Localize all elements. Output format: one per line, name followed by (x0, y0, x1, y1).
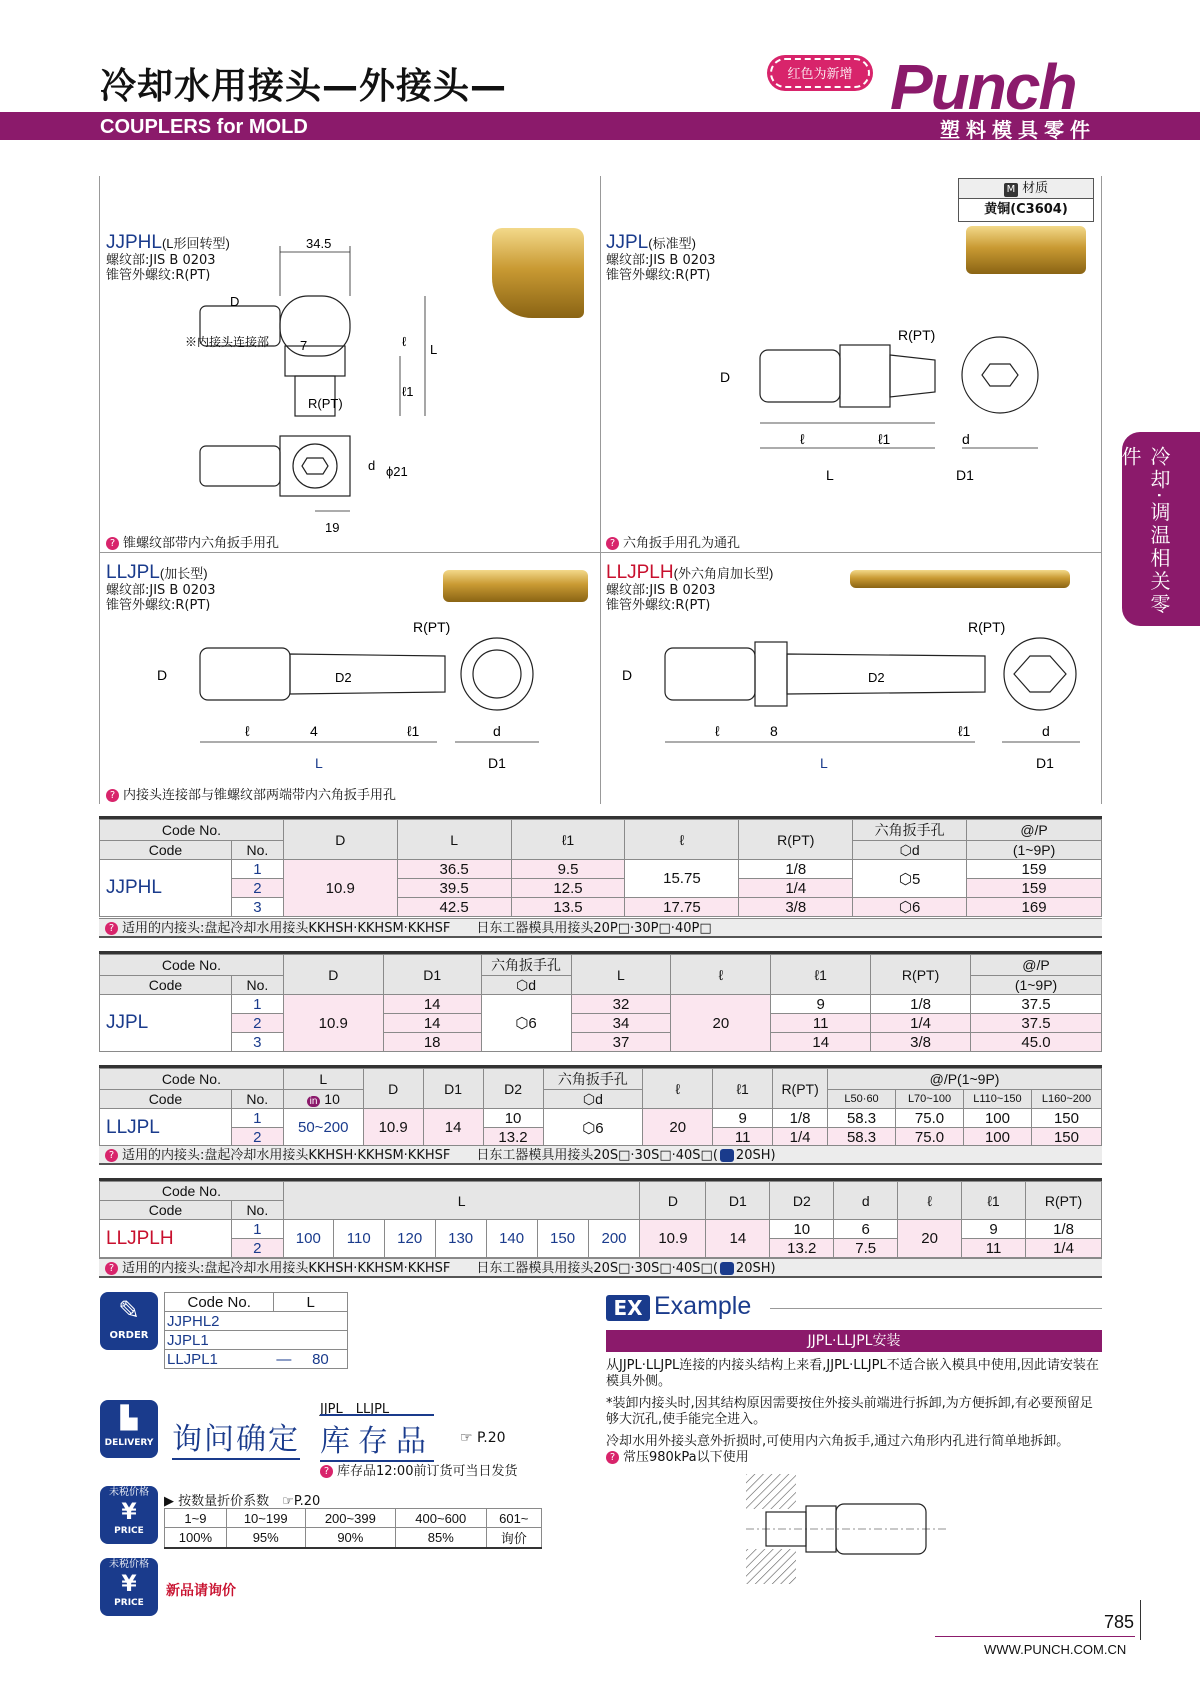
increment-icon: in (307, 1096, 321, 1107)
price-cell: 100 (963, 1109, 1031, 1128)
ell-cell: 20 (898, 1220, 962, 1258)
th-d1: D1 (383, 955, 481, 995)
th-r: R(PT) (871, 955, 971, 995)
l-cell: 37 (571, 1033, 671, 1052)
th-r: R(PT) (1025, 1182, 1101, 1220)
th-hexd: ⬡d (543, 1090, 643, 1109)
price-cell: 150 (1031, 1128, 1101, 1147)
rate-cell: 85% (396, 1528, 486, 1549)
jjphl-inner-label: ※内接头连接部 (185, 335, 270, 349)
ell1-cell: 12.5 (511, 879, 625, 898)
l-value-cell: 130 (435, 1220, 486, 1258)
note-mark-icon: ? (606, 1451, 619, 1464)
page-title: 冷却水用接头—外接头— (100, 66, 508, 107)
l-value-cell: 120 (384, 1220, 435, 1258)
ell1-cell: 11 (962, 1239, 1026, 1258)
lljplh-dim-l: L (820, 755, 828, 771)
price-cell: 159 (967, 860, 1102, 879)
code-lljpl: LLJPL (100, 1109, 232, 1147)
ell1-cell: 9 (771, 995, 871, 1014)
l-value-cell: 150 (537, 1220, 588, 1258)
price-cell: 100 (963, 1128, 1031, 1147)
ell-cell: 15.75 (625, 860, 739, 898)
th-price-range: (1~9P) (967, 841, 1102, 860)
th-ell: ℓ (898, 1182, 962, 1220)
yen-icon: ¥ (121, 1500, 137, 1525)
price-cell: 150 (1031, 1109, 1101, 1128)
ell1-cell: 9.5 (511, 860, 625, 879)
example-p2: *装卸内接头时,因其结构原因需要按住外接头前端进行拆卸,为方便拆卸,有必要预留足够大沉孔,使手能完全进入。 (606, 1396, 1093, 1427)
l-cell: 34 (571, 1014, 671, 1033)
jjpl-spec: 螺纹部:JIS B 0203 锥管外螺纹:R(PT) (606, 253, 716, 283)
lljpl-spec: 螺纹部:JIS B 0203 锥管外螺纹:R(PT) (106, 583, 216, 613)
drawings-hdivider (99, 552, 1102, 553)
ell1-cell: 11 (771, 1014, 871, 1033)
d2-cell: 10 (483, 1109, 543, 1128)
lljpl-dim-dd: d (493, 723, 501, 739)
jjphl-dim-phi: ϕ21 (386, 464, 408, 479)
jjphl-dim-19: 19 (325, 520, 340, 535)
th-l-step: in 10 (283, 1090, 363, 1109)
th-code: Code (100, 1090, 232, 1109)
th-ell: ℓ (625, 820, 739, 860)
d1-cell: 14 (423, 1109, 483, 1147)
price-cell: 159 (967, 879, 1102, 898)
code-jjphl: JJPHL (100, 860, 232, 917)
d1-cell: 14 (383, 995, 481, 1014)
price-title: ▶ 按数量折价系数 ☞P.20 (164, 1494, 321, 1509)
footer-url[interactable]: WWW.PUNCH.COM.CN (984, 1642, 1127, 1657)
th-dd: d (834, 1182, 898, 1220)
page-number: 785 (1104, 1612, 1135, 1632)
lljplh-dim-d: D (622, 667, 633, 683)
no-cell: 2 (231, 879, 283, 898)
jjpl-drawing (700, 320, 1090, 490)
jjphl-dim-dd: d (368, 458, 376, 473)
lljplh-dim-r: R(PT) (968, 619, 1006, 635)
note-mark-icon: ? (320, 1465, 333, 1478)
order-row-code: JJPL1 (165, 1331, 274, 1350)
r-cell: 1/8 (1025, 1220, 1101, 1239)
r-cell: 1/8 (871, 995, 971, 1014)
lljpl-dim-l: L (315, 755, 323, 771)
l-cell: 42.5 (397, 898, 511, 917)
th-hex: 六角扳手孔 (543, 1069, 643, 1090)
l-value-cell: 200 (588, 1220, 640, 1258)
qty-cell: 1~9 (165, 1509, 227, 1528)
order-head-code: Code No. (165, 1293, 274, 1312)
jjpl-dim-ell: ℓ (800, 431, 805, 447)
th-d: D (640, 1182, 706, 1220)
th-no: No. (231, 841, 283, 860)
brand-subtitle: 塑料模具零件 (940, 118, 1096, 142)
note-mark-icon: ? (106, 789, 119, 802)
order-icon: ✎ ORDER (100, 1292, 158, 1350)
table-lljplh (99, 1181, 1102, 1258)
th-codeno: Code No. (100, 820, 284, 841)
d-cell: 10.9 (283, 995, 383, 1052)
yen-icon: ¥ (121, 1572, 137, 1597)
no-cell: 2 (231, 1128, 283, 1147)
rate-cell: 100% (165, 1528, 227, 1549)
no-cell: 1 (231, 860, 283, 879)
th-ell1: ℓ1 (962, 1182, 1026, 1220)
l-cell: 39.5 (397, 879, 511, 898)
th-code: Code (100, 976, 232, 995)
delivery-stock: 库存品 (320, 1414, 434, 1462)
th-code: Code (100, 1201, 232, 1220)
example-bar: JJPL·LLJPL安装 (606, 1330, 1102, 1352)
d2-cell: 13.2 (770, 1239, 834, 1258)
dd-cell: 7.5 (834, 1239, 898, 1258)
new-items-badge: 红色为新增 (770, 58, 870, 88)
jjpl-dim-d1: D1 (956, 467, 974, 483)
jjpl-title: JJPL(标准型) (606, 232, 696, 253)
lljpl-dim-d1: D1 (488, 755, 506, 771)
th-hexd: ⬡d (481, 976, 571, 995)
hand-pointer-icon: ☞ (282, 1494, 294, 1509)
qty-cell: 601~ (486, 1509, 541, 1528)
lljplh-dim-d1: D1 (1036, 755, 1054, 771)
jjphl-dim-d: D (230, 294, 240, 309)
note-mark-icon: ? (106, 537, 119, 550)
d-cell: 10.9 (283, 860, 397, 917)
l-cell: 36.5 (397, 860, 511, 879)
d2-cell: 10 (770, 1220, 834, 1239)
r-cell: 1/4 (871, 1014, 971, 1033)
l-value-cell: 100 (283, 1220, 333, 1258)
price-table (164, 1508, 542, 1549)
order-row-code: LLJPL1 (165, 1350, 274, 1369)
r-cell: 1/4 (773, 1128, 828, 1147)
jjphl-dim-ell1: ℓ1 (402, 384, 414, 399)
hand-pointer-icon: ☞ (460, 1430, 473, 1446)
price-cell: 58.3 (828, 1109, 896, 1128)
price-icon: 未税价格 ¥ PRICE (100, 1486, 158, 1544)
order-row-code: JJPHL2 (165, 1312, 274, 1331)
d1-cell: 14 (706, 1220, 770, 1258)
no-cell: 2 (231, 1014, 283, 1033)
ell1-cell: 14 (771, 1033, 871, 1052)
side-category-tab[interactable]: 冷却·调温相关零件 (1122, 432, 1200, 626)
example-p4: ? 常压980kPa以下使用 (606, 1450, 1102, 1466)
r-cell: 1/8 (739, 860, 853, 879)
qty-cell: 400~600 (396, 1509, 486, 1528)
lljpl-photo (443, 570, 588, 602)
lljplh-dim-d2: D2 (868, 670, 885, 685)
delivery-icon: ▙ DELIVERY (100, 1400, 158, 1458)
example-text (606, 1358, 1102, 1466)
ell1-cell: 9 (962, 1220, 1026, 1239)
material-icon: M (1004, 183, 1018, 197)
note-mark-icon: ? (105, 1262, 118, 1275)
jjpl-photo (966, 226, 1086, 274)
price-cell: 45.0 (971, 1033, 1102, 1052)
note-mark-icon: ? (105, 922, 118, 935)
no-cell: 1 (231, 1220, 283, 1239)
price-new-note: 新品请询价 (166, 1583, 236, 1599)
th-codeno: Code No. (100, 1069, 284, 1090)
order-table: Code No. L JJPHL2 JJPL1 LLJPL1 — 80 (164, 1292, 348, 1369)
phone-icon (720, 1262, 734, 1275)
material-value: 黄铜(C3604) (984, 202, 1068, 217)
th-hexd: ⬡d (853, 841, 967, 860)
th-l: L (283, 1069, 363, 1090)
th-price: @/P (971, 955, 1102, 976)
dd-cell: 6 (834, 1220, 898, 1239)
th-ell: ℓ (643, 1069, 713, 1109)
th-codeno: Code No. (100, 955, 284, 976)
th-p1: L50·60 (828, 1090, 896, 1109)
no-cell: 3 (231, 1033, 283, 1052)
th-p3: L110~150 (963, 1090, 1031, 1109)
r-cell: 1/4 (1025, 1239, 1101, 1258)
lljplh-dim-ell1: ℓ1 (958, 723, 971, 739)
r-cell: 1/8 (773, 1109, 828, 1128)
th-d1: D1 (423, 1069, 483, 1109)
th-d: D (283, 820, 397, 860)
l-value-cell: 110 (333, 1220, 384, 1258)
th-ell1: ℓ1 (713, 1069, 773, 1109)
jjphl-dim-7: 7 (300, 338, 308, 353)
jjphl-title: JJPHL(L形回转型) (106, 232, 230, 253)
lljpl-dim-d2: D2 (335, 670, 352, 685)
no-cell: 3 (231, 898, 283, 917)
th-p2: L70~100 (896, 1090, 964, 1109)
footer-rule (935, 1636, 1135, 1637)
material-label: 材质 (1022, 181, 1049, 196)
th-price: @/P (967, 820, 1102, 841)
code-jjpl: JJPL (100, 995, 232, 1052)
delivery-stock-items: JJPL LLJPL (320, 1402, 390, 1417)
page-subtitle-en: COUPLERS for MOLD (100, 116, 308, 138)
hex-cell: ⬡6 (481, 995, 571, 1052)
th-p4: L160~200 (1031, 1090, 1101, 1109)
lljplh-dim-8: 8 (770, 723, 778, 739)
jjpl-dim-l: L (826, 467, 834, 483)
th-hex: 六角扳手孔 (481, 955, 571, 976)
price-cell: 58.3 (828, 1128, 896, 1147)
th-r: R(PT) (773, 1069, 828, 1109)
ell1-cell: 9 (713, 1109, 773, 1128)
example-title: Example (654, 1292, 752, 1320)
drawings-vdivider (600, 176, 601, 804)
table-lljpl (99, 1068, 1102, 1147)
price-cell: 75.0 (896, 1109, 964, 1128)
example-badge: EX (606, 1295, 650, 1321)
d1-cell: 14 (383, 1014, 481, 1033)
th-d: D (363, 1069, 423, 1109)
th-no: No. (231, 976, 283, 995)
lljplh-dim-ell: ℓ (715, 723, 720, 739)
rate-cell: 询价 (486, 1528, 541, 1549)
ell-cell: 17.75 (625, 898, 739, 917)
jjphl-spec: 螺纹部:JIS B 0203 锥管外螺纹:R(PT) (106, 253, 216, 283)
jjpl-dim-d: D (720, 369, 731, 385)
th-r: R(PT) (739, 820, 853, 860)
delivery-inquire: 询问确定 (172, 1414, 300, 1460)
jjpl-dim-ell1: ℓ1 (878, 431, 891, 447)
jjpl-dim-dd: d (962, 431, 970, 447)
jjphl-drawing (100, 236, 600, 536)
th-price-range: (1~9P) (971, 976, 1102, 995)
r-cell: 1/4 (739, 879, 853, 898)
note-mark-icon: ? (606, 537, 619, 550)
hex-cell: ⬡5 (853, 860, 967, 898)
truck-icon: ▙ (120, 1406, 138, 1431)
lljpl-title: LLJPL(加长型) (106, 562, 208, 583)
d1-cell: 18 (383, 1033, 481, 1052)
price-cell: 37.5 (971, 995, 1102, 1014)
jjphl-note: ? 锥螺纹部带内六角扳手用孔 (106, 532, 279, 551)
hex-cell: ⬡6 (853, 898, 967, 917)
code-lljplh: LLJPLH (100, 1220, 232, 1258)
lljplh-spec: 螺纹部:JIS B 0203 锥管外螺纹:R(PT) (606, 583, 716, 613)
th-hex: 六角扳手孔 (853, 820, 967, 841)
jjphl-dim-34-5: 34.5 (306, 236, 332, 251)
price-icon-2: 未税价格 ¥ PRICE (100, 1558, 158, 1616)
ell-cell: 20 (671, 995, 771, 1052)
hex-cell: ⬡6 (543, 1109, 643, 1147)
price-cell: 169 (967, 898, 1102, 917)
note-mark-icon: ? (105, 1149, 118, 1162)
d2-cell: 13.2 (483, 1128, 543, 1147)
page-number-rule (1140, 1600, 1141, 1640)
th-no: No. (231, 1090, 283, 1109)
lljpl-note: ? 内接头连接部与锥螺纹部两端带内六角扳手用孔 (106, 784, 396, 803)
th-ell: ℓ (671, 955, 771, 995)
order-head-l: L (274, 1293, 348, 1312)
lljpl-dim-r: R(PT) (413, 619, 451, 635)
ell-cell: 20 (643, 1109, 713, 1147)
jjphl-dim-r: R(PT) (308, 396, 343, 411)
d-cell: 10.9 (640, 1220, 706, 1258)
example-install-drawing (746, 1474, 966, 1584)
th-ell1: ℓ1 (771, 955, 871, 995)
lljpl-dim-4: 4 (310, 723, 318, 739)
jjphl-dim-l: L (430, 342, 438, 357)
th-l: L (397, 820, 511, 860)
lljplh-title: LLJPLH(外六角肩加长型) (606, 562, 774, 583)
lljpl-dim-ell: ℓ (245, 723, 250, 739)
r-cell: 3/8 (739, 898, 853, 917)
phone-icon (720, 1149, 734, 1162)
lljpl-drawing (145, 618, 555, 778)
ell1-cell: 13.5 (511, 898, 625, 917)
no-cell: 1 (231, 1109, 283, 1128)
no-cell: 2 (231, 1239, 283, 1258)
qty-cell: 10~199 (226, 1509, 305, 1528)
th-l: L (283, 1182, 640, 1220)
lljplh-photo (850, 570, 1070, 588)
th-d2: D2 (770, 1182, 834, 1220)
table1-note: ? 适用的内接头:盘起冷却水用接头KKHSH·KKHSM·KKHSF 日东工器模具用接头20P□·30P□·40P□ (99, 918, 1102, 938)
l-value-cell: 140 (486, 1220, 537, 1258)
delivery-page-ref: ☞ P.20 (460, 1430, 506, 1446)
qty-cell: 200~399 (305, 1509, 395, 1528)
table3-note: ? 适用的内接头:盘起冷却水用接头KKHSH·KKHSM·KKHSF 日东工器模具用接头20S□·30S□·40S□( 20SH) (99, 1145, 1102, 1165)
example-p3: 冷却水用外接头意外折损时,可使用内六角扳手,通过六角形内孔进行简单地拆卸。 (606, 1434, 1070, 1449)
th-d2: D2 (483, 1069, 543, 1109)
rate-cell: 95% (226, 1528, 305, 1549)
no-cell: 1 (231, 995, 283, 1014)
ell1-cell: 11 (713, 1128, 773, 1147)
th-l: L (571, 955, 671, 995)
example-p1: 从JJPL·LLJPL连接的内接头结构上来看,JJPL·LLJPL不适合嵌入模具中使用,因此请安装在模具外侧。 (606, 1358, 1099, 1389)
r-cell: 3/8 (871, 1033, 971, 1052)
example-rule (770, 1308, 1102, 1309)
jjpl-note: ? 六角扳手用孔为通孔 (606, 532, 740, 551)
jjpl-dim-r: R(PT) (898, 327, 936, 343)
l-range-cell: 50~200 (283, 1109, 363, 1147)
price-cell: 75.0 (896, 1128, 964, 1147)
th-d: D (283, 955, 383, 995)
table4-note: ? 适用的内接头:盘起冷却水用接头KKHSH·KKHSM·KKHSF 日东工器模具用接头20S□·30S□·40S□( 20SH) (99, 1258, 1102, 1278)
material-box (958, 178, 1094, 222)
table-jjpl (99, 954, 1102, 1052)
th-price: @/P(1~9P) (828, 1069, 1102, 1090)
rate-cell: 90% (305, 1528, 395, 1549)
jjphl-dim-ell: ℓ (402, 334, 407, 349)
th-code: Code (100, 841, 232, 860)
brand-logo: Punch (890, 51, 1076, 123)
lljplh-dim-dd: d (1042, 723, 1050, 739)
table-jjphl (99, 819, 1102, 917)
th-d1: D1 (706, 1182, 770, 1220)
lljpl-dim-d: D (157, 667, 168, 683)
lljplh-drawing (620, 618, 1090, 778)
th-codeno: Code No. (100, 1182, 284, 1201)
th-ell1: ℓ1 (511, 820, 625, 860)
wrench-icon: ✎ (118, 1296, 140, 1326)
l-cell: 32 (571, 995, 671, 1014)
th-no: No. (231, 1201, 283, 1220)
delivery-note: ? 库存品12:00前订货可当日发货 (320, 1460, 517, 1479)
d-cell: 10.9 (363, 1109, 423, 1147)
price-cell: 37.5 (971, 1014, 1102, 1033)
lljpl-dim-ell1: ℓ1 (407, 723, 420, 739)
